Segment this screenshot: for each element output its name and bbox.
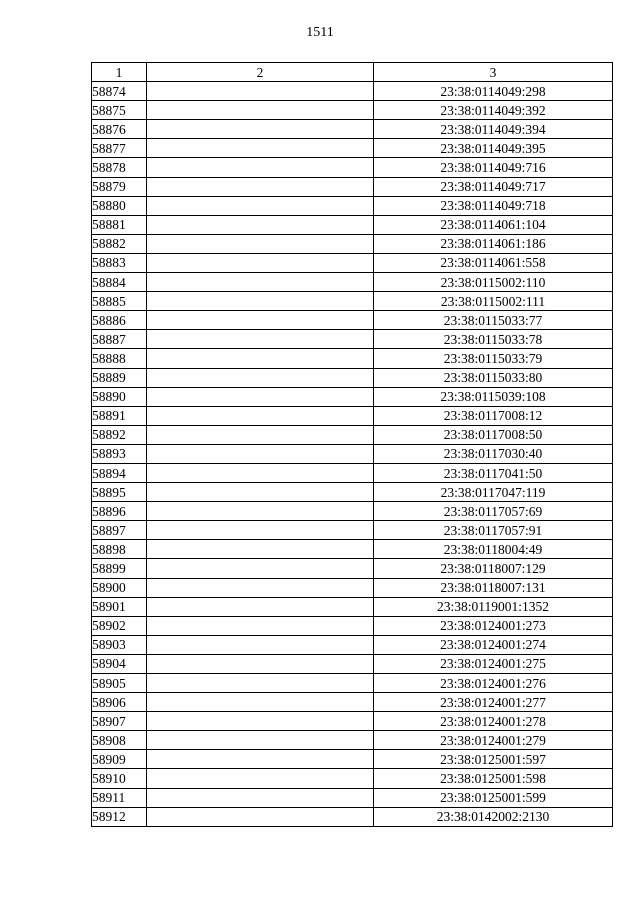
- row-number-cell: 58879: [92, 177, 147, 196]
- row-number-cell: 58884: [92, 273, 147, 292]
- row-number-cell: 58890: [92, 387, 147, 406]
- cadastral-number-cell: 23:38:0125001:597: [374, 750, 613, 769]
- table-row: [92, 349, 613, 368]
- cadastral-number-cell: 23:38:0115033:77: [374, 311, 613, 330]
- table-row: [92, 82, 613, 101]
- row-number-cell: 58881: [92, 215, 147, 234]
- cadastral-number-cell: 23:38:0117047:119: [374, 483, 613, 502]
- row-number-cell: 58893: [92, 444, 147, 463]
- blank-cell: [147, 654, 374, 673]
- table-row: [92, 158, 613, 177]
- row-number-cell: 58886: [92, 311, 147, 330]
- table-row: [92, 559, 613, 578]
- row-number-cell: 58910: [92, 769, 147, 788]
- table-row: [92, 444, 613, 463]
- cadastral-number-cell: 23:38:0119001:1352: [374, 597, 613, 616]
- row-number-cell: 58898: [92, 540, 147, 559]
- blank-cell: [147, 311, 374, 330]
- blank-cell: [147, 425, 374, 444]
- blank-cell: [147, 502, 374, 521]
- cadastral-number-cell: 23:38:0114049:716: [374, 158, 613, 177]
- blank-cell: [147, 463, 374, 482]
- blank-cell: [147, 177, 374, 196]
- blank-cell: [147, 349, 374, 368]
- blank-cell: [147, 693, 374, 712]
- table-row: [92, 177, 613, 196]
- cadastral-number-cell: 23:38:0114061:104: [374, 215, 613, 234]
- row-number-cell: 58905: [92, 674, 147, 693]
- column-header-3: 3: [374, 63, 613, 82]
- row-number-cell: 58897: [92, 521, 147, 540]
- table-row: [92, 731, 613, 750]
- table-row: [92, 521, 613, 540]
- blank-cell: [147, 712, 374, 731]
- table-row: [92, 540, 613, 559]
- row-number-cell: 58877: [92, 139, 147, 158]
- cadastral-number-cell: 23:38:0115033:80: [374, 368, 613, 387]
- table-row: [92, 635, 613, 654]
- table-row: [92, 330, 613, 349]
- row-number-cell: 58908: [92, 731, 147, 750]
- cadastral-number-cell: 23:38:0118004:49: [374, 540, 613, 559]
- column-header-2: 2: [147, 63, 374, 82]
- table-header: [92, 63, 613, 82]
- header-row: [92, 63, 613, 82]
- table-row: [92, 311, 613, 330]
- blank-cell: [147, 215, 374, 234]
- blank-cell: [147, 597, 374, 616]
- table-row: [92, 463, 613, 482]
- table-row: [92, 368, 613, 387]
- table-row: [92, 712, 613, 731]
- blank-cell: [147, 521, 374, 540]
- blank-cell: [147, 731, 374, 750]
- cadastral-number-cell: 23:38:0117057:91: [374, 521, 613, 540]
- row-number-cell: 58888: [92, 349, 147, 368]
- table-row: [92, 406, 613, 425]
- table-row: [92, 769, 613, 788]
- blank-cell: [147, 234, 374, 253]
- blank-cell: [147, 750, 374, 769]
- blank-cell: [147, 406, 374, 425]
- row-number-cell: 58885: [92, 292, 147, 311]
- table-row: [92, 139, 613, 158]
- cadastral-number-cell: 23:38:0117008:50: [374, 425, 613, 444]
- row-number-cell: 58899: [92, 559, 147, 578]
- cadastral-number-cell: 23:38:0115002:110: [374, 273, 613, 292]
- cadastral-number-cell: 23:38:0142002:2130: [374, 807, 613, 826]
- cadastral-number-cell: 23:38:0117057:69: [374, 502, 613, 521]
- row-number-cell: 58882: [92, 234, 147, 253]
- table-body: [92, 82, 613, 827]
- row-number-cell: 58902: [92, 616, 147, 635]
- cadastral-number-cell: 23:38:0115033:78: [374, 330, 613, 349]
- cadastral-number-cell: 23:38:0118007:129: [374, 559, 613, 578]
- blank-cell: [147, 788, 374, 807]
- blank-cell: [147, 273, 374, 292]
- cadastral-number-cell: 23:38:0117041:50: [374, 463, 613, 482]
- blank-cell: [147, 483, 374, 502]
- blank-cell: [147, 559, 374, 578]
- row-number-cell: 58874: [92, 82, 147, 101]
- cadastral-number-cell: 23:38:0114061:558: [374, 253, 613, 272]
- row-number-cell: 58883: [92, 253, 147, 272]
- blank-cell: [147, 101, 374, 120]
- row-number-cell: 58878: [92, 158, 147, 177]
- row-number-cell: 58900: [92, 578, 147, 597]
- table-row: [92, 253, 613, 272]
- blank-cell: [147, 769, 374, 788]
- row-number-cell: 58889: [92, 368, 147, 387]
- row-number-cell: 58912: [92, 807, 147, 826]
- blank-cell: [147, 578, 374, 597]
- row-number-cell: 58911: [92, 788, 147, 807]
- table-row: [92, 196, 613, 215]
- column-header-1: 1: [92, 63, 147, 82]
- cadastral-number-cell: 23:38:0124001:276: [374, 674, 613, 693]
- table-row: [92, 273, 613, 292]
- row-number-cell: 58896: [92, 502, 147, 521]
- table-row: [92, 578, 613, 597]
- cadastral-number-cell: 23:38:0117008:12: [374, 406, 613, 425]
- blank-cell: [147, 158, 374, 177]
- row-number-cell: 58892: [92, 425, 147, 444]
- cadastral-number-cell: 23:38:0124001:279: [374, 731, 613, 750]
- cadastral-number-cell: 23:38:0124001:274: [374, 635, 613, 654]
- blank-cell: [147, 635, 374, 654]
- row-number-cell: 58887: [92, 330, 147, 349]
- row-number-cell: 58876: [92, 120, 147, 139]
- row-number-cell: 58891: [92, 406, 147, 425]
- table-row: [92, 120, 613, 139]
- table-row: [92, 693, 613, 712]
- blank-cell: [147, 674, 374, 693]
- cadastral-number-cell: 23:38:0124001:275: [374, 654, 613, 673]
- cadastral-number-cell: 23:38:0124001:273: [374, 616, 613, 635]
- cadastral-number-cell: 23:38:0114049:392: [374, 101, 613, 120]
- table-row: [92, 597, 613, 616]
- table-row: [92, 215, 613, 234]
- blank-cell: [147, 139, 374, 158]
- cadastral-number-cell: 23:38:0114049:394: [374, 120, 613, 139]
- table-row: [92, 616, 613, 635]
- blank-cell: [147, 120, 374, 139]
- blank-cell: [147, 292, 374, 311]
- cadastral-number-cell: 23:38:0114049:717: [374, 177, 613, 196]
- cadastral-number-cell: 23:38:0114049:718: [374, 196, 613, 215]
- blank-cell: [147, 540, 374, 559]
- cadastral-number-cell: 23:38:0115002:111: [374, 292, 613, 311]
- cadastral-number-cell: 23:38:0115039:108: [374, 387, 613, 406]
- cadastral-number-cell: 23:38:0114049:395: [374, 139, 613, 158]
- row-number-cell: 58880: [92, 196, 147, 215]
- cadastral-number-cell: 23:38:0125001:598: [374, 769, 613, 788]
- table-row: [92, 387, 613, 406]
- cadastral-number-cell: 23:38:0124001:277: [374, 693, 613, 712]
- table-row: [92, 234, 613, 253]
- registry-table: [91, 62, 613, 827]
- blank-cell: [147, 196, 374, 215]
- blank-cell: [147, 616, 374, 635]
- row-number-cell: 58901: [92, 597, 147, 616]
- cadastral-number-cell: 23:38:0117030:40: [374, 444, 613, 463]
- table-row: [92, 502, 613, 521]
- row-number-cell: 58895: [92, 483, 147, 502]
- blank-cell: [147, 368, 374, 387]
- blank-cell: [147, 82, 374, 101]
- cadastral-number-cell: 23:38:0114049:298: [374, 82, 613, 101]
- row-number-cell: 58894: [92, 463, 147, 482]
- table-row: [92, 292, 613, 311]
- blank-cell: [147, 330, 374, 349]
- cadastral-number-cell: 23:38:0124001:278: [374, 712, 613, 731]
- row-number-cell: 58875: [92, 101, 147, 120]
- table-row: [92, 788, 613, 807]
- row-number-cell: 58909: [92, 750, 147, 769]
- row-number-cell: 58903: [92, 635, 147, 654]
- table-row: [92, 674, 613, 693]
- page-number: 1511: [306, 25, 334, 40]
- blank-cell: [147, 253, 374, 272]
- cadastral-number-cell: 23:38:0114061:186: [374, 234, 613, 253]
- row-number-cell: 58907: [92, 712, 147, 731]
- table-row: [92, 101, 613, 120]
- table-row: [92, 483, 613, 502]
- table-row: [92, 654, 613, 673]
- blank-cell: [147, 387, 374, 406]
- row-number-cell: 58904: [92, 654, 147, 673]
- table-row: [92, 750, 613, 769]
- table-row: [92, 807, 613, 826]
- cadastral-number-cell: 23:38:0125001:599: [374, 788, 613, 807]
- cadastral-number-cell: 23:38:0118007:131: [374, 578, 613, 597]
- table-row: [92, 425, 613, 444]
- blank-cell: [147, 444, 374, 463]
- cadastral-number-cell: 23:38:0115033:79: [374, 349, 613, 368]
- blank-cell: [147, 807, 374, 826]
- row-number-cell: 58906: [92, 693, 147, 712]
